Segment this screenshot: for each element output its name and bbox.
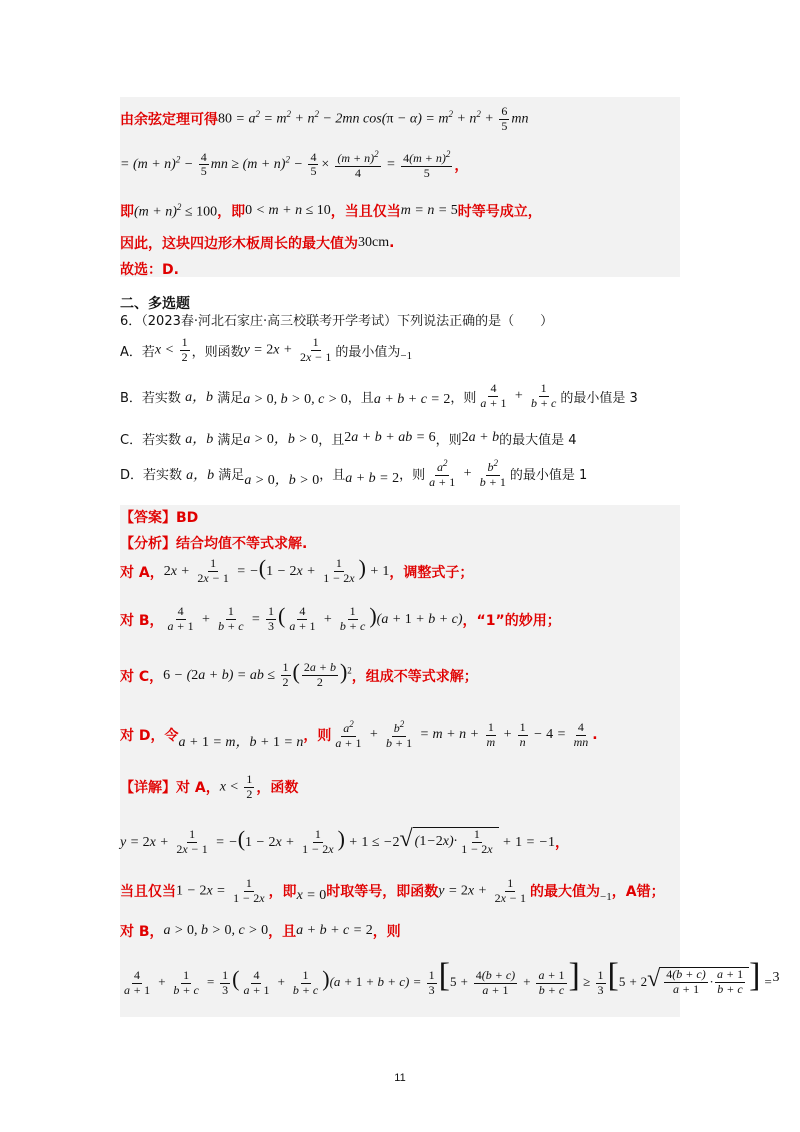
cosine-law-line (120, 105, 528, 134)
analysis-d: 对 D，令 a + 1 = m，b + 1 = n ，则 $\frac{a^2}{a + 1}$ + $\frac{b^2}{b + 1}$ = m + n + $\frac{1}{m}$ + $\frac{1}{n}$ − 4 = $\frac{4}{mn}$ . (120, 719, 598, 750)
cosine-law-formula: $80 = a^2 = m^2 + n^2 - 2mn$ $\cos(\pi - \alpha) = m^2 + n^2$ + $\frac{6}{5}$ mn (218, 104, 529, 133)
expansion-line: = $(m + n)^2$ − $\frac{4}{5}$ mn ≥ $(m + n)^2$ − $\frac{4}{5}$ × $\frac{(m + n)^2}{4}$ = $\frac{4(m + n)^2}{5}$ ， (120, 149, 469, 180)
detail-line: 【详解】对 A， x < $\frac{1}{2}$ ，函数 (120, 772, 299, 801)
solution-continuation-block (120, 97, 680, 277)
choice-line: 故选：D. (120, 262, 179, 278)
cosine-law-label: 由余弦定理可得 (120, 112, 218, 129)
equality-condition: 当且仅当 1 − 2x = $\frac{1}{1 - 2x}$ ，即 x = 0 时取等号，即函数 y = 2x + $\frac{1}{2x - 1}$ 的最大值为 −1 ，A错； (120, 876, 665, 905)
page-number: 11 (394, 1072, 406, 1084)
section-title: 二、多选题 (120, 296, 190, 312)
option-d: D．若实数 a，b 满足 a > 0，b > 0 ，且 a + b = 2 ，则 $\frac{a^2}{a + 1}$ + $\frac{b^2}{b + 1}$ 的最小值是 1 (120, 458, 588, 489)
bound-line: 即 $(m + n)^2 \le 100$ ，即 0 < m + n ≤ 10 ，当且仅当 m = n = 5 时等号成立， (120, 201, 542, 220)
expansion-formula: = $(m + n)^2$ − $\frac{4}{5}$ mn ≥ $(m + n)^2$ − $\frac{4}{5}$ × $\frac{(m + n)^2}{4}$ = $\frac{4(m + n)^2}{5}$ (120, 149, 451, 180)
option-a: A．若 x < $\frac{1}{2}$ ，则函数 y = 2x + $\frac{1}{2x - 1}$ 的最小值为 −1 (120, 335, 413, 364)
analysis-a: 对 A， 2x + $\frac{1}{2x - 1}$ = −(1 − 2x + $\frac{1}{1 - 2x}$ ) + 1 ，调整式子； (120, 555, 474, 586)
detail-b-inequality: $\frac{4}{a + 1}$ + $\frac{1}{b + c}$ = $\frac{1}{3}$ ( $\frac{4}{a + 1}$ + $\frac{1}{b + c}$ )(a + 1 + b + c) = $\frac{1}{3}$ [5 + $\frac{4(b + c)}{a + 1}$ + $\frac{a + 1}{b + c}$ ] ≥ $\frac{1}{3}$ [5 + 2 √ $\frac{4(b + c)}{a + 1}$ · $\frac{a + 1}{b + c}$ ] = 3 (124, 957, 780, 997)
answer-block (120, 505, 780, 1017)
detail-equation: y = 2x + $\frac{1}{2x - 1}$ = −(1 − 2x + $\frac{1}{1 - 2x}$ ) + 1 ≤ −2 √ ( 1 − 2 x)· $\frac{1}{1 - 2x}$ + 1 = −1 ， (120, 826, 569, 857)
detail-b-line: 对 B， a > 0, b > 0, c > 0 ，且 a + b + c = 2 ，则 (120, 923, 401, 940)
option-b: B．若实数 a，b 满足 a > 0, b > 0, c > 0 ，且 a + b + c = 2 ，则 $\frac{4}{a + 1}$ + $\frac{1}{b + c}$ 的最小值是 3 (120, 381, 638, 410)
max-perimeter-line: 因此，这块四边形木板周长的最大值为 30cm . (120, 235, 395, 252)
analysis-line: 【分析】结合均值不等式求解. (120, 536, 308, 552)
question-stem: 6．（2023春·河北石家庄·高三校联考开学考试）下列说法正确的是（ ） (120, 314, 554, 329)
option-c: C．若实数 a，b 满足 a > 0，b > 0 ，且 2a + b + ab = 6 ，则 2a + b 的最大值是 4 (120, 430, 577, 448)
answer-line: 【答案】BD (120, 510, 199, 526)
analysis-c: 对 C， 6 − (2a + b) = ab ≤ $\frac{1}{2}$ ( $\frac{2a + b}{2}$ )$^2$ ，组成不等式求解； (120, 659, 478, 690)
analysis-b: 对 B， $\frac{4}{a + 1}$ + $\frac{1}{b + c}$ = $\frac{1}{3}$ ( $\frac{4}{a + 1}$ + $\frac{1}{b + c}$ )(a + 1 + b + c) ，“1”的妙用； (120, 603, 561, 634)
